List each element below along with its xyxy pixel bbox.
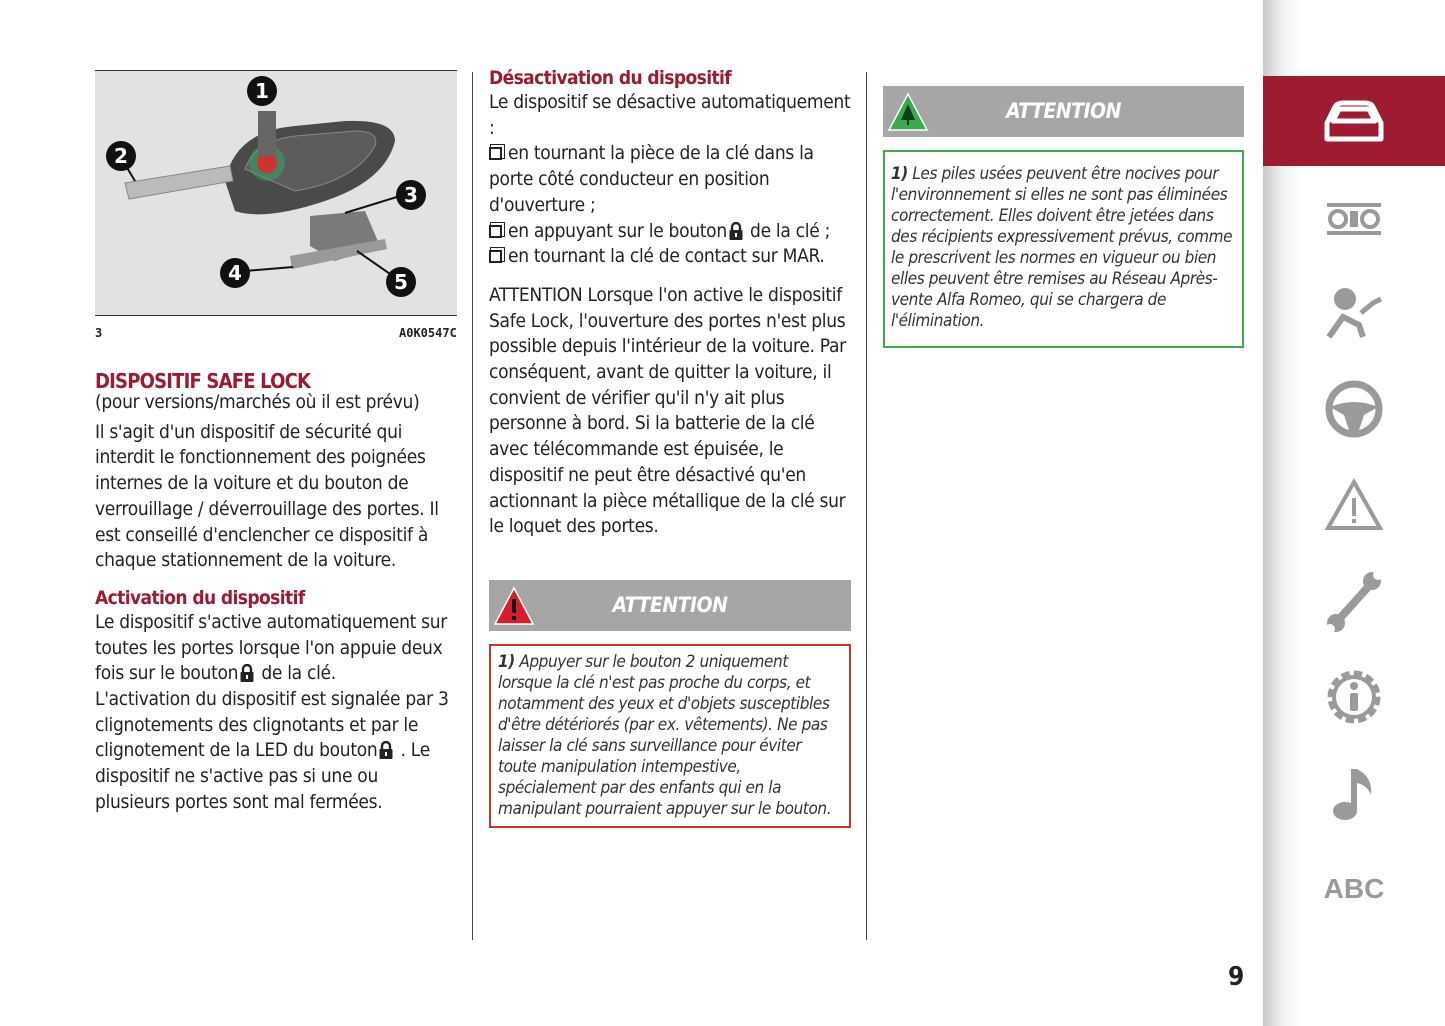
- lock-icon: [729, 222, 743, 240]
- intro-paragraph: Il s'agit d'un dispositif de sécurité qui interdit le fonctionnement des poignées internes de la voiture et du bouton de verrouillage / déverrouillage des portes. Il est conseillé d'enclencher ce dispositif à chaque stationnement de la voiture.: [95, 420, 439, 572]
- callout-4: 4: [228, 261, 242, 285]
- right-column: [883, 86, 1244, 348]
- attention-paragraph: ATTENTION Lorsque l'on active le dispositif Safe Lock, l'ouverture des portes n'est plus possible depuis l'intérieur de la voiture. Par conséquent, avant de quitter la voiture, il convient de vérifier qu'il n'y ait plus personne à bord. Si la batterie de la clé avec télécommande est épuisée, le dispositif ne peut être désactivé qu'en actionnant la pièce métallique de la clé sur le loquet des portes.: [489, 283, 846, 538]
- airbag-seat-icon: [1323, 285, 1385, 341]
- environment-tree-icon: [887, 92, 929, 132]
- attention-label: ATTENTION: [612, 592, 728, 617]
- deactivation-item-3: [489, 244, 851, 270]
- callout-1: 1: [255, 79, 269, 103]
- attention-header: [883, 86, 1244, 137]
- sidebar-item-dashboard[interactable]: [1263, 174, 1445, 264]
- wrench-icon: [1324, 569, 1384, 633]
- page-number: 9: [1228, 962, 1245, 992]
- chapter-sidebar: [1263, 0, 1445, 1026]
- activation-text-b: de la clé.: [256, 662, 336, 685]
- item-text: en appuyant sur le bouton: [508, 219, 727, 242]
- steering-wheel-icon: [1324, 379, 1384, 439]
- sidebar-item-safety[interactable]: [1263, 268, 1445, 358]
- key-figure: [95, 70, 457, 316]
- attention-warning: [489, 580, 851, 828]
- lock-icon: [379, 741, 393, 759]
- figure-code: A0K0547C: [399, 326, 457, 340]
- sidebar-item-index[interactable]: ABC: [1323, 873, 1385, 904]
- deactivation-intro: Le dispositif se désactive automatiquement :: [489, 91, 851, 139]
- checkbox-bullet-icon: [489, 250, 502, 263]
- deactivation-item-1: [489, 141, 851, 218]
- sidebar-item-warning[interactable]: [1263, 460, 1445, 550]
- callout-3: 3: [404, 183, 418, 207]
- key-illustration: [95, 71, 457, 315]
- deactivation-item-2: [489, 219, 851, 245]
- lock-icon: [240, 664, 254, 682]
- car-icon: [1323, 99, 1385, 143]
- warning-box: [489, 644, 851, 828]
- middle-column: [489, 66, 851, 828]
- info-gear-icon: [1323, 666, 1385, 728]
- callout-2: 2: [114, 144, 128, 168]
- left-column: [95, 369, 457, 816]
- column-divider: [866, 72, 867, 940]
- warning-text: Appuyer sur le bouton 2 uniquement lorsque la clé n'est pas proche du corps, et notamment des yeux et d'objets susceptibles d'être détériorés (par ex. vêtements). Ne pas laisser la clé sans surveillance pour éviter toute manipulation intempestive, spécialement par des enfants qui en la manipulant pourraient appuyer sur le bouton.: [498, 651, 832, 819]
- activation-text-a: Le dispositif s'active automatiquement sur toutes les portes lorsque l'on appuie deux fois sur le bouton: [95, 610, 448, 685]
- section-title: DISPOSITIF SAFE LOCK: [95, 369, 311, 393]
- sidebar-item-steering[interactable]: [1263, 364, 1445, 454]
- activation-text-d: . Le dispositif ne s'active pas si une ou plusieurs portes sont mal fermées.: [95, 739, 430, 813]
- music-note-icon: [1329, 763, 1379, 823]
- activation-paragraph-1: [95, 610, 457, 687]
- item-text: en tournant la pièce de la clé dans la porte côté conducteur en position d'ouverture ;: [489, 142, 814, 216]
- warning-triangle-icon: [493, 586, 535, 626]
- activation-paragraph-2: [95, 687, 457, 816]
- note-number: 1): [891, 164, 908, 184]
- environment-text: Les piles usées peuvent être nocives pour l'environnement si elles ne sont pas éliminées correctement. Elles doivent être jetées dans des récipients expressivement prévus, comme le prescrivent les normes en vigueur ou bien elles peuvent être remises au Réseau Après-vente Alfa Romeo, qui se chargera de l'élimination.: [891, 164, 1233, 331]
- attention-header: [489, 580, 851, 631]
- sidebar-item-info[interactable]: [1263, 652, 1445, 742]
- sidebar-item-multimedia[interactable]: [1263, 748, 1445, 838]
- deactivation-heading: Désactivation du dispositif: [489, 67, 732, 89]
- activation-text-c: L'activation du dispositif est signalée par 3 clignotements des clignotants et par le clignotement de la LED du bouton: [95, 688, 449, 762]
- sidebar-item-maintenance[interactable]: [1263, 556, 1445, 646]
- item-text: de la clé ;: [744, 219, 831, 242]
- checkbox-bullet-icon: [489, 147, 502, 160]
- environment-box: [883, 150, 1244, 348]
- callout-5: 5: [394, 270, 408, 294]
- checkbox-bullet-icon: [489, 225, 502, 238]
- warning-icon: [1324, 478, 1384, 532]
- section-subtitle: (pour versions/marchés où il est prévu): [95, 391, 420, 413]
- sidebar-item-car[interactable]: [1263, 76, 1445, 166]
- dashboard-icon: [1323, 199, 1385, 239]
- note-number: 1): [498, 651, 515, 672]
- attention-label: ATTENTION: [1006, 99, 1121, 123]
- item-text: en tournant la clé de contact sur MAR.: [508, 245, 825, 268]
- figure-number: 3: [95, 326, 103, 340]
- activation-heading: Activation du dispositif: [95, 586, 305, 609]
- column-divider: [472, 72, 473, 940]
